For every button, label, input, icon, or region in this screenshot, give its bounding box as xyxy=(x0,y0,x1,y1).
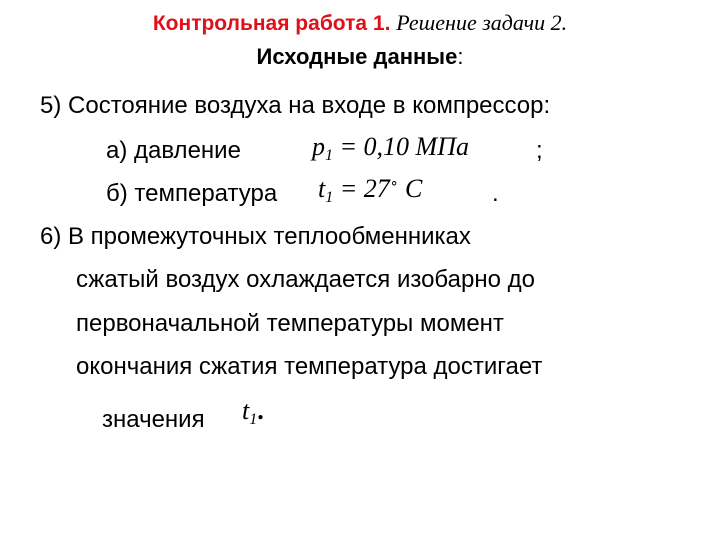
item5-text: 5) Состояние воздуха на входе в компрессор: xyxy=(40,92,551,119)
b-unit: C xyxy=(405,174,423,203)
heading-colon: : xyxy=(457,44,464,69)
item6-line1: 6) В промежуточных теплообменниках xyxy=(40,223,471,250)
item5-b-label: б) температура xyxy=(106,180,278,207)
a-end: ; xyxy=(536,137,543,164)
item6-line5: значения xyxy=(102,406,205,433)
t1-sub: 1 xyxy=(249,411,258,428)
b-sub: 1 xyxy=(325,189,334,206)
t1-end: . xyxy=(257,396,264,425)
a-val: = 0,10 МПа xyxy=(339,132,469,161)
a-var: p xyxy=(312,132,325,161)
slide-title xyxy=(0,10,720,36)
item6-line4: окончания сжатия температура достигает xyxy=(76,353,543,380)
t1-var: t xyxy=(242,396,250,425)
title-italic: Решение задачи 2. xyxy=(396,10,568,35)
item5-a-formula xyxy=(312,132,469,165)
heading-text: Исходные данные xyxy=(256,44,458,69)
item6-formula xyxy=(242,396,264,429)
item6-line3: первоначальной температуры момент xyxy=(76,310,504,337)
item6-line2: сжатый воздух охлаждается изобарно до xyxy=(76,266,535,293)
section-heading xyxy=(0,44,720,70)
item5-a-label: а) давление xyxy=(106,137,241,164)
b-var: t xyxy=(318,174,326,203)
item5-b-formula xyxy=(318,174,422,207)
title-bold: Контрольная работа 1. xyxy=(152,12,391,35)
degree-icon: ∘ xyxy=(389,176,399,191)
b-end: . xyxy=(492,180,499,207)
a-sub: 1 xyxy=(325,147,333,164)
b-val: = 27 xyxy=(339,174,390,203)
